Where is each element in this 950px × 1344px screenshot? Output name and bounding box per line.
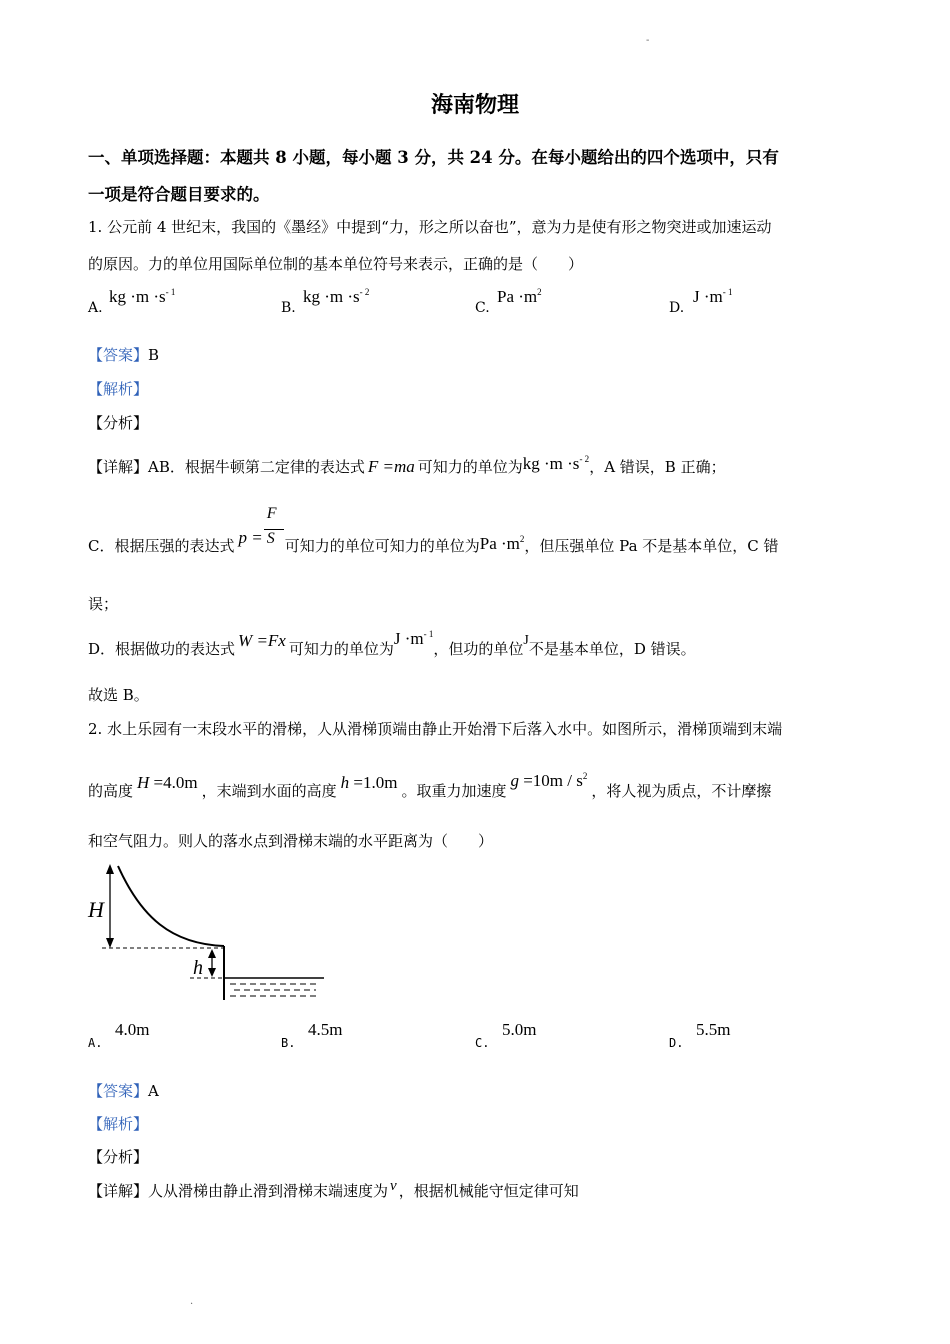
q1-detail-line4: D．根据做功的表达式 W =Fx 可知力的单位为$J \cdot m^{- 1}$，但功的单位J不是基本单位，D 错误。 [88,629,696,658]
q2-stem-line3: 和空气阻力。则人的落水点到滑梯末端的水平距离为（ ） [88,832,494,850]
option-value: 4.5m [308,1020,343,1039]
q1-detail-line2: C．根据压强的表达式 p = $\frac{F}{S}$ 可知力的单位可知力的单位为$Pa \cdot m^2$，但压强单位 Pa 不是基本单位，C 错 [88,505,779,555]
page-title: 海南物理 [430,92,519,118]
option-letter: B. [281,1036,296,1050]
height-H-label: H [88,897,104,922]
option-letter: A. [88,300,103,316]
q2-analysis-label: 【解析】 [88,1115,149,1133]
option-letter: C. [475,1036,490,1050]
option-letter: C. [475,300,490,316]
q1-detail-line5: 故选 B。 [88,686,149,704]
option-letter: D. [669,300,685,316]
q2-fenxi-label: 【分析】 [88,1148,149,1166]
section-heading-line1: 一、单项选择题：本题共 8 小题，每小题 3 分，共 24 分。在每小题给出的四个选项中，只有 [88,148,779,167]
q1-fenxi-label: 【分析】 [88,414,149,432]
option-unit: $J \cdot m^{- 1}$ [693,287,733,306]
option-letter: D. [669,1036,684,1050]
q2-stem-line1: 2. 水上乐园有一末段水平的滑梯，人从滑梯顶端由静止开始滑下后落入水中。如图所示，滑梯顶端到末端 [88,720,783,738]
footer-mark: . [190,1296,194,1307]
q1-detail-line3: 误； [88,595,119,613]
option-letter: A. [88,1036,103,1050]
q1-stem-line1: 1. 公元前 4 世纪末，我国的《墨经》中提到“力，形之所以奋也”，意为力是使有形之物突进或加速运动 [88,218,772,236]
q2-detail-line1: 【详解】人从滑梯由静止滑到滑梯末端速度为 v ，根据机械能守恒定律可知 [88,1178,579,1200]
q1-detail-line1: 【详解】AB．根据牛顿第二定律的表达式 F =ma 可知力的单位为kg $\cdot m \cdot s^{- 2}$，A 错误，B 正确； [88,454,726,476]
q2-answer: 【答案】A [88,1082,159,1100]
slide-diagram [86,862,328,1004]
header-mark: - [646,35,650,46]
option-value: 5.0m [502,1020,537,1039]
pressure-fraction: $\frac{F}{S}$ [263,507,285,551]
option-unit: $Pa \cdot m^2$ [497,287,542,306]
section-heading-line2: 一项是符合题目要求的。 [88,185,270,204]
q1-stem-line2: 的原因。力的单位用国际单位制的基本单位符号来表示，正确的是（ ） [88,255,584,273]
q2-stem-line2: 的高度 H =4.0m ，末端到水面的高度 h =1.0m 。取重力加速度$g =10m / s^2$，将人视为质点，不计摩擦 [88,771,772,800]
option-letter: B. [281,300,296,316]
option-value: 5.5m [696,1020,731,1039]
q1-answer: 【答案】B [88,346,160,364]
option-value: 4.0m [115,1020,150,1039]
q1-analysis-label: 【解析】 [88,380,149,398]
height-h-label: h [193,957,203,979]
option-unit: kg $\cdot m \cdot s^{- 1}$ [109,287,176,306]
option-unit: kg $\cdot m \cdot s^{- 2}$ [303,287,370,306]
